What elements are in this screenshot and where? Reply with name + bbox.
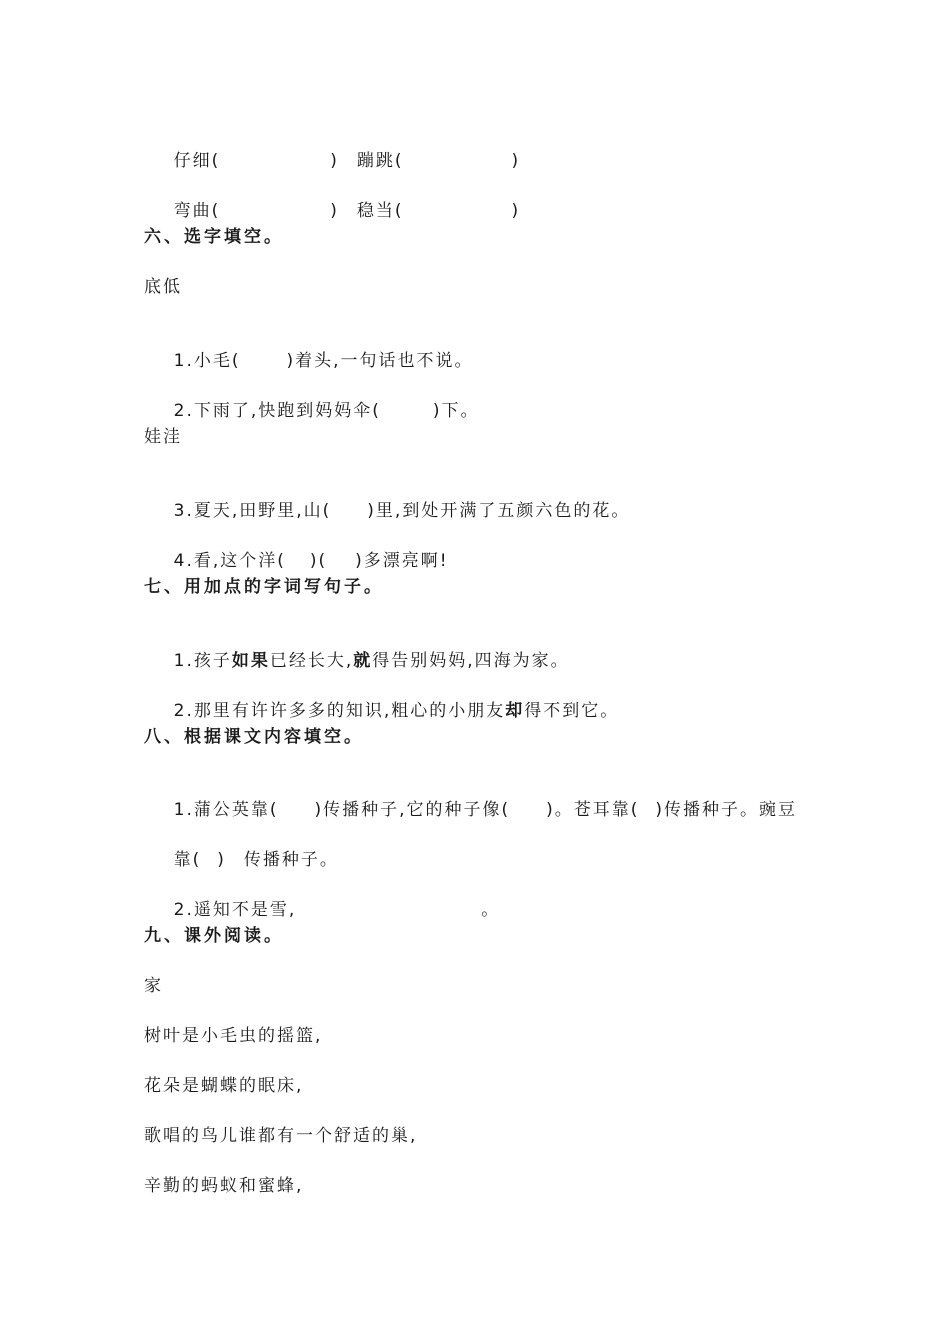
close-paren: ): [330, 201, 339, 221]
fill-line-1: 1.蒲公英靠( )传播种子,它的种子像( )。苍耳靠( )传播种子。豌豆: [173, 800, 798, 820]
emphasis-word: 如果: [231, 651, 270, 671]
question-4: 4.看,这个洋( )( )多漂亮啊!: [173, 551, 449, 571]
section-9-title: 九、课外阅读。: [144, 926, 284, 946]
char-choice-2: 娃洼: [144, 427, 182, 447]
sentence-1: 1.孩子如果已经长大,就得告别妈妈,四海为家。: [173, 651, 570, 671]
question-2: 2.下雨了,快跑到妈妈伞( )下。: [173, 401, 480, 421]
sentence-2: 2.那里有许许多多的知识,粗心的小朋友却得不到它。: [173, 701, 620, 721]
close-paren: ): [511, 201, 521, 221]
word-label: 蹦跳(: [356, 151, 404, 171]
fill-line-2: 靠( ) 传播种子。: [173, 850, 339, 870]
emphasis-word: 就: [353, 651, 373, 671]
word-row-1: [144, 125, 890, 171]
poem-line: 辛勤的蚂蚁和蜜蜂,: [144, 1176, 304, 1196]
emphasis-word: 却: [505, 701, 525, 721]
close-paren: ): [330, 151, 339, 171]
question-1: 1.小毛( )着头,一句话也不说。: [173, 351, 474, 371]
close-paren: ): [511, 151, 521, 171]
section-8-title: 八、根据课文内容填空。: [144, 727, 364, 747]
char-choice-1: 底低: [144, 277, 182, 297]
poem-line: 花朵是蝴蝶的眠床,: [144, 1076, 304, 1096]
word-row-2: [144, 175, 890, 221]
section-6-title: 六、选字填空。: [144, 227, 284, 247]
fill-line-3: 2.遥知不是雪, 。: [173, 900, 501, 920]
poem-line: 树叶是小毛虫的摇篮,: [144, 1026, 323, 1046]
word-label: 稳当(: [356, 201, 404, 221]
poem-title: 家: [144, 976, 163, 996]
word-label: 弯曲(: [173, 201, 221, 221]
section-7-title: 七、用加点的字词写句子。: [144, 577, 384, 597]
word-label: 仔细(: [173, 151, 221, 171]
question-3: 3.夏天,田野里,山( )里,到处开满了五颜六色的花。: [173, 501, 631, 521]
poem-line: 歌唱的鸟儿谁都有一个舒适的巢,: [144, 1126, 418, 1146]
